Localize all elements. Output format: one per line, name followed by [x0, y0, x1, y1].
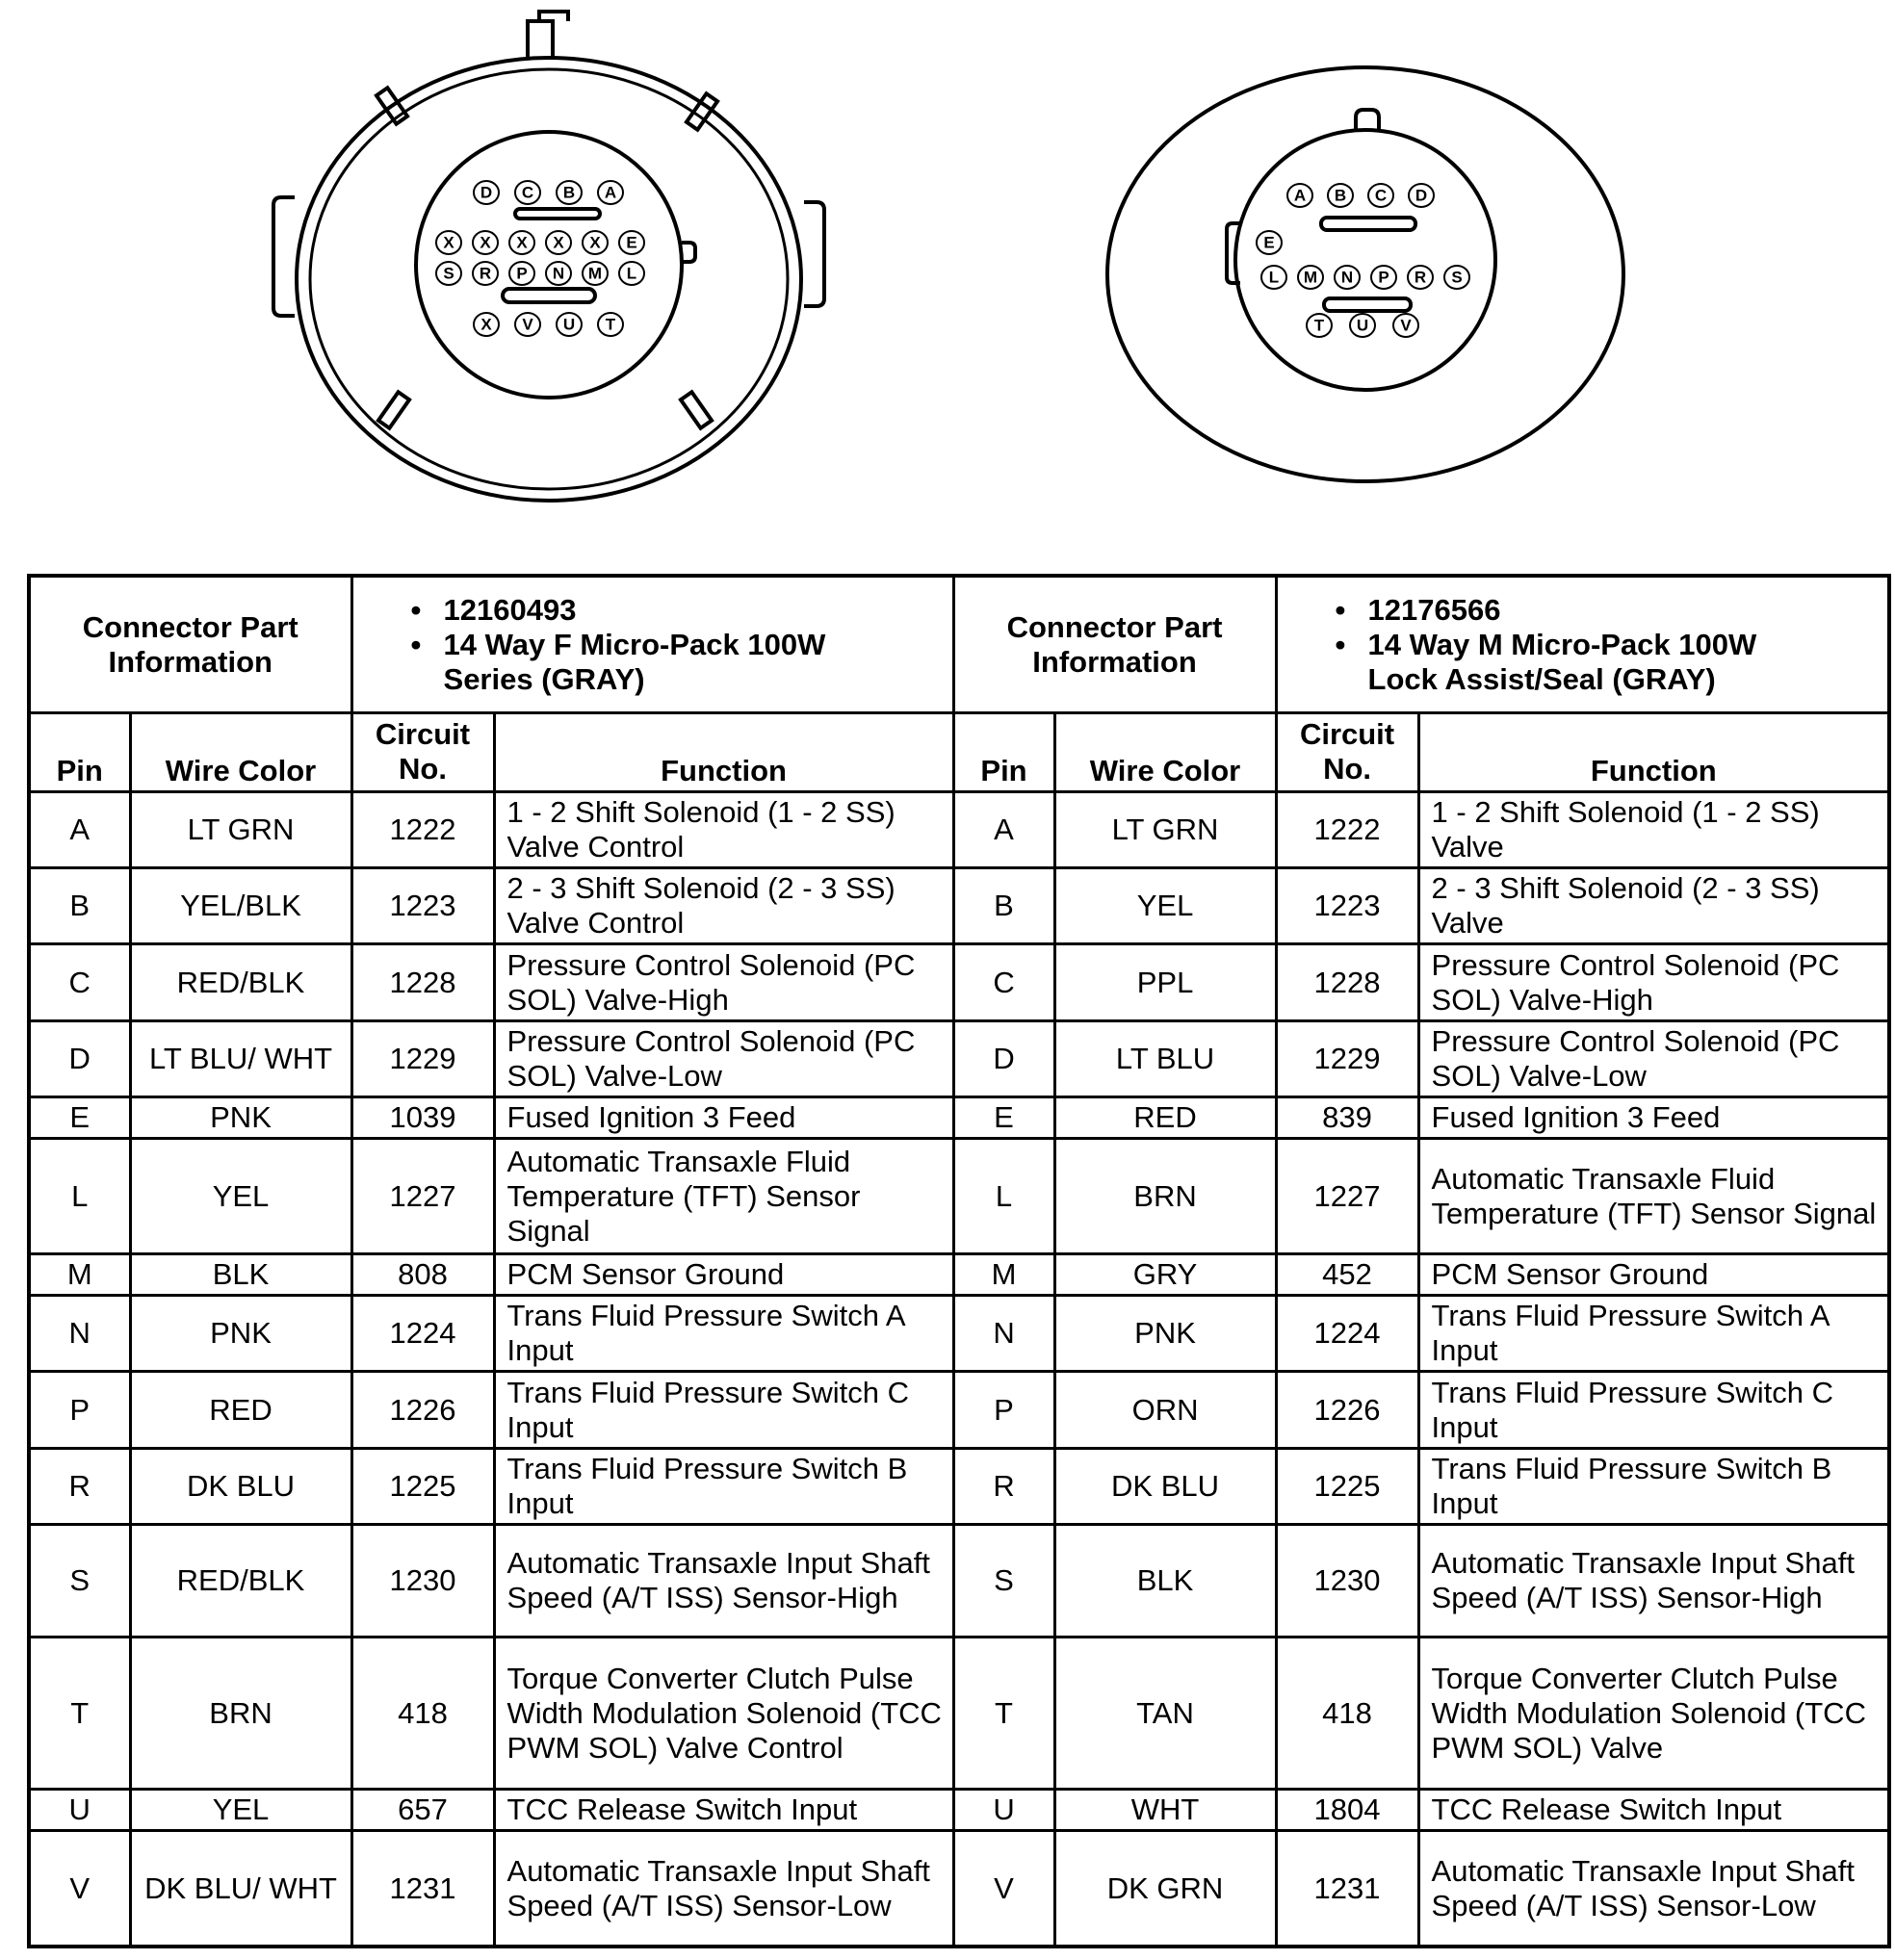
wire-color-cell: RED: [130, 1372, 351, 1448]
pin-cell: R: [953, 1448, 1054, 1524]
wire-color-cell: LT BLU: [1054, 1020, 1276, 1096]
circuit-cell: 1231: [1276, 1831, 1418, 1947]
pin-label: P: [516, 264, 528, 283]
pin-label: S: [443, 264, 454, 283]
wire-color-cell: RED/BLK: [130, 944, 351, 1020]
function-cell: Fused Ignition 3 Feed: [1418, 1097, 1889, 1139]
circuit-cell: 1222: [1276, 791, 1418, 867]
connector-info-label-text: Connector Part Information: [82, 609, 299, 679]
table-row: [29, 1638, 1889, 1790]
function-cell: Fused Ignition 3 Feed: [494, 1097, 953, 1139]
function-cell: 1 - 2 Shift Solenoid (1 - 2 SS) Valve Control: [494, 791, 953, 867]
pin-label: R: [479, 264, 492, 283]
function-cell: Automatic Transaxle Fluid Temperature (TFT) Sensor Signal: [494, 1139, 953, 1254]
part-description-line: • 14 Way F Micro-Pack 100W: [410, 627, 826, 661]
pin-label: U: [1356, 316, 1369, 335]
right-connector-pins: [1257, 184, 1469, 337]
function-cell: 1 - 2 Shift Solenoid (1 - 2 SS) Valve: [1418, 791, 1889, 867]
circuit-cell: 1222: [351, 791, 494, 867]
function-cell: Automatic Transaxle Input Shaft Speed (A/T ISS) Sensor-High: [494, 1525, 953, 1638]
pin-cell: P: [29, 1372, 130, 1448]
pin-cell: U: [29, 1790, 130, 1831]
function-header: Function: [1418, 713, 1889, 791]
circuit-header-line2: No.: [1323, 752, 1371, 787]
pin-cell: N: [953, 1296, 1054, 1372]
wire-color-cell: DK BLU: [130, 1448, 351, 1524]
cavity-key: [682, 243, 695, 262]
circuit-header-line1: Circuit: [375, 717, 471, 752]
wire-color-cell: DK BLU/ WHT: [130, 1831, 351, 1947]
function-cell: PCM Sensor Ground: [1418, 1254, 1889, 1296]
pin-label: P: [1378, 268, 1389, 287]
pin-label: X: [480, 315, 492, 334]
pin-cell: C: [29, 944, 130, 1020]
circuit-cell: 1229: [1276, 1020, 1418, 1096]
function-cell: Trans Fluid Pressure Switch B Input: [1418, 1448, 1889, 1524]
function-cell: Torque Converter Clutch Pulse Width Modulation Solenoid (TCC PWM SOL) Valve: [1418, 1638, 1889, 1790]
polarizing-rib: [1321, 218, 1415, 230]
table-row: [29, 1254, 1889, 1296]
pin-cell: E: [953, 1097, 1054, 1139]
table-row: [29, 1097, 1889, 1139]
circuit-cell: 452: [1276, 1254, 1418, 1296]
connector-pinout-table: [27, 574, 1891, 1948]
pin-label: X: [553, 233, 564, 252]
wire-color-cell: BLK: [1054, 1525, 1276, 1638]
table-row: [29, 791, 1889, 867]
pin-cell: D: [953, 1020, 1054, 1096]
pin-cell: E: [29, 1097, 130, 1139]
pin-cell: V: [29, 1831, 130, 1947]
circuit-header-line1: Circuit: [1299, 717, 1395, 752]
circuit-cell: 1226: [1276, 1372, 1418, 1448]
wire-color-cell: BRN: [130, 1638, 351, 1790]
pin-cell: S: [953, 1525, 1054, 1638]
function-cell: Trans Fluid Pressure Switch C Input: [1418, 1372, 1889, 1448]
circuit-cell: 1226: [351, 1372, 494, 1448]
table-row: [29, 1139, 1889, 1254]
circuit-header: [1276, 713, 1418, 791]
pin-label: E: [1263, 233, 1275, 252]
circuit-cell: 1225: [351, 1448, 494, 1524]
circuit-cell: 1228: [351, 944, 494, 1020]
pin-label: C: [1374, 186, 1388, 205]
pin-cell: D: [29, 1020, 130, 1096]
connector-info-row: [29, 576, 1889, 713]
pin-label: A: [1293, 186, 1307, 205]
function-cell: Trans Fluid Pressure Switch B Input: [494, 1448, 953, 1524]
function-cell: TCC Release Switch Input: [494, 1790, 953, 1831]
circuit-cell: 657: [351, 1790, 494, 1831]
pin-label: B: [1334, 186, 1347, 205]
circuit-cell: 1231: [351, 1831, 494, 1947]
circuit-cell: 1804: [1276, 1790, 1418, 1831]
circuit-cell: 1223: [1276, 868, 1418, 944]
circuit-header: [351, 713, 494, 791]
pin-label: M: [587, 264, 603, 283]
function-cell: Pressure Control Solenoid (PC SOL) Valve-Low: [494, 1020, 953, 1096]
pin-header: Pin: [953, 713, 1054, 791]
pin-label: M: [1303, 268, 1318, 287]
pin-cell: A: [29, 791, 130, 867]
wire-color-cell: ORN: [1054, 1372, 1276, 1448]
function-cell: Automatic Transaxle Input Shaft Speed (A/T ISS) Sensor-Low: [1418, 1831, 1889, 1947]
table-row: [29, 944, 1889, 1020]
pin-cell: T: [29, 1638, 130, 1790]
pin-cell: A: [953, 791, 1054, 867]
circuit-cell: 839: [1276, 1097, 1418, 1139]
wire-color-cell: LT GRN: [130, 791, 351, 867]
pin-label: N: [1340, 268, 1354, 287]
part-description-cont: Series (GRAY): [443, 661, 645, 696]
part-number: 12176566: [1367, 592, 1501, 627]
pin-label: D: [480, 183, 493, 202]
wire-color-header: Wire Color: [1054, 713, 1276, 791]
connector-info-label-right: [953, 576, 1276, 713]
connector-info-label-left: [29, 576, 351, 713]
polarizing-rib: [515, 209, 600, 219]
circuit-cell: 1039: [351, 1097, 494, 1139]
wire-color-cell: YEL: [130, 1790, 351, 1831]
wire-color-cell: PNK: [130, 1097, 351, 1139]
pin-label: X: [443, 233, 454, 252]
connector-part-info-right: [1276, 576, 1889, 713]
table-row: [29, 868, 1889, 944]
function-cell: 2 - 3 Shift Solenoid (2 - 3 SS) Valve: [1418, 868, 1889, 944]
table-row: [29, 1372, 1889, 1448]
wire-color-cell: BLK: [130, 1254, 351, 1296]
side-latch-left: [273, 197, 295, 316]
function-cell: Automatic Transaxle Input Shaft Speed (A/T ISS) Sensor-High: [1418, 1525, 1889, 1638]
pin-label: E: [626, 233, 637, 252]
wire-color-cell: YEL: [1054, 868, 1276, 944]
function-cell: Torque Converter Clutch Pulse Width Modulation Solenoid (TCC PWM SOL) Valve Control: [494, 1638, 953, 1790]
pin-cell: C: [953, 944, 1054, 1020]
function-cell: PCM Sensor Ground: [494, 1254, 953, 1296]
function-header: Function: [494, 713, 953, 791]
connector-info-label-text: Connector Part Information: [1006, 609, 1223, 679]
connector-face-left: [273, 12, 824, 501]
part-number-line: • 12160493: [410, 592, 577, 627]
circuit-cell: 1228: [1276, 944, 1418, 1020]
table-row: [29, 1448, 1889, 1524]
wire-color-cell: YEL/BLK: [130, 868, 351, 944]
wire-color-cell: LT BLU/ WHT: [130, 1020, 351, 1096]
function-cell: Automatic Transaxle Fluid Temperature (TFT) Sensor Signal: [1418, 1139, 1889, 1254]
wire-color-header: Wire Color: [130, 713, 351, 791]
wire-color-cell: BRN: [1054, 1139, 1276, 1254]
pin-label: A: [604, 183, 617, 202]
pin-cell: P: [953, 1372, 1054, 1448]
polarizing-rib: [503, 289, 595, 302]
function-cell: Trans Fluid Pressure Switch A Input: [494, 1296, 953, 1372]
circuit-cell: 1229: [351, 1020, 494, 1096]
pin-label: L: [626, 264, 637, 283]
circuit-cell: 808: [351, 1254, 494, 1296]
pin-label: V: [522, 315, 533, 334]
pin-label: S: [1451, 268, 1463, 287]
part-number: 12160493: [443, 592, 577, 627]
wire-color-cell: YEL: [130, 1139, 351, 1254]
circuit-cell: 1227: [351, 1139, 494, 1254]
circuit-cell: 1224: [351, 1296, 494, 1372]
table-row: [29, 1831, 1889, 1947]
pin-cell: M: [29, 1254, 130, 1296]
connector-face-diagrams: [0, 0, 1895, 558]
pin-label: T: [1313, 316, 1325, 335]
pin-label: U: [562, 315, 576, 334]
column-header-row: [29, 713, 1889, 791]
pin-cell: B: [953, 868, 1054, 944]
pin-cell: B: [29, 868, 130, 944]
part-description: 14 Way F Micro-Pack 100W: [443, 627, 826, 661]
function-cell: Trans Fluid Pressure Switch C Input: [494, 1372, 953, 1448]
pin-label: X: [516, 233, 528, 252]
connector-part-info-left: [351, 576, 953, 713]
wire-color-cell: PPL: [1054, 944, 1276, 1020]
top-key-tab: [528, 12, 568, 60]
wire-color-cell: WHT: [1054, 1790, 1276, 1831]
pin-cell: L: [29, 1139, 130, 1254]
circuit-cell: 418: [351, 1638, 494, 1790]
pin-cell: M: [953, 1254, 1054, 1296]
circuit-cell: 1230: [1276, 1525, 1418, 1638]
pin-label: T: [605, 315, 616, 334]
pin-label: C: [521, 183, 534, 202]
pin-cell: L: [953, 1139, 1054, 1254]
table-row: [29, 1296, 1889, 1372]
pin-header: Pin: [29, 713, 130, 791]
wire-color-cell: DK BLU: [1054, 1448, 1276, 1524]
pin-label: X: [480, 233, 491, 252]
wire-color-cell: TAN: [1054, 1638, 1276, 1790]
connector-outer-shell: [297, 58, 801, 501]
circuit-cell: 1225: [1276, 1448, 1418, 1524]
circuit-header-line2: No.: [399, 752, 447, 787]
function-cell: Pressure Control Solenoid (PC SOL) Valve-High: [494, 944, 953, 1020]
function-cell: Automatic Transaxle Input Shaft Speed (A/T ISS) Sensor-Low: [494, 1831, 953, 1947]
pin-label: B: [562, 183, 576, 202]
pin-cell: R: [29, 1448, 130, 1524]
part-number-line: • 12176566: [1335, 592, 1501, 627]
wire-color-cell: RED/BLK: [130, 1525, 351, 1638]
circuit-cell: 1224: [1276, 1296, 1418, 1372]
wire-color-cell: LT GRN: [1054, 791, 1276, 867]
table-row: [29, 1525, 1889, 1638]
table-row: [29, 1790, 1889, 1831]
wire-color-cell: PNK: [1054, 1296, 1276, 1372]
pin-label: X: [589, 233, 601, 252]
part-description: 14 Way M Micro-Pack 100W: [1367, 627, 1757, 661]
part-description-line: • 14 Way M Micro-Pack 100W: [1335, 627, 1757, 661]
circuit-cell: 1223: [351, 868, 494, 944]
pin-label: D: [1415, 186, 1428, 205]
function-cell: 2 - 3 Shift Solenoid (2 - 3 SS) Valve Control: [494, 868, 953, 944]
pin-cell: V: [953, 1831, 1054, 1947]
pin-cell: S: [29, 1525, 130, 1638]
polarizing-rib: [1324, 298, 1411, 311]
function-cell: Pressure Control Solenoid (PC SOL) Valve-Low: [1418, 1020, 1889, 1096]
pin-label: L: [1268, 268, 1280, 287]
side-latch-right: [804, 202, 824, 306]
locking-rib: [681, 392, 712, 428]
wire-color-cell: PNK: [130, 1296, 351, 1372]
pin-cavity-ring: [1235, 130, 1495, 390]
pin-cell: T: [953, 1638, 1054, 1790]
top-key-tab: [1356, 110, 1379, 130]
table-row: [29, 1020, 1889, 1096]
pin-cell: N: [29, 1296, 130, 1372]
circuit-cell: 1230: [351, 1525, 494, 1638]
left-connector-pins: [436, 181, 644, 336]
circuit-cell: 418: [1276, 1638, 1418, 1790]
circuit-cell: 1227: [1276, 1139, 1418, 1254]
pin-label: R: [1414, 268, 1427, 287]
function-cell: Trans Fluid Pressure Switch A Input: [1418, 1296, 1889, 1372]
wire-color-cell: GRY: [1054, 1254, 1276, 1296]
pin-label: N: [552, 264, 565, 283]
connector-face-right: [1107, 67, 1623, 481]
function-cell: Pressure Control Solenoid (PC SOL) Valve-High: [1418, 944, 1889, 1020]
part-description-cont: Lock Assist/Seal (GRAY): [1367, 661, 1716, 696]
wire-color-cell: DK GRN: [1054, 1831, 1276, 1947]
pin-label: V: [1400, 316, 1412, 335]
function-cell: TCC Release Switch Input: [1418, 1790, 1889, 1831]
wire-color-cell: RED: [1054, 1097, 1276, 1139]
pin-cell: U: [953, 1790, 1054, 1831]
locking-rib: [378, 392, 409, 428]
